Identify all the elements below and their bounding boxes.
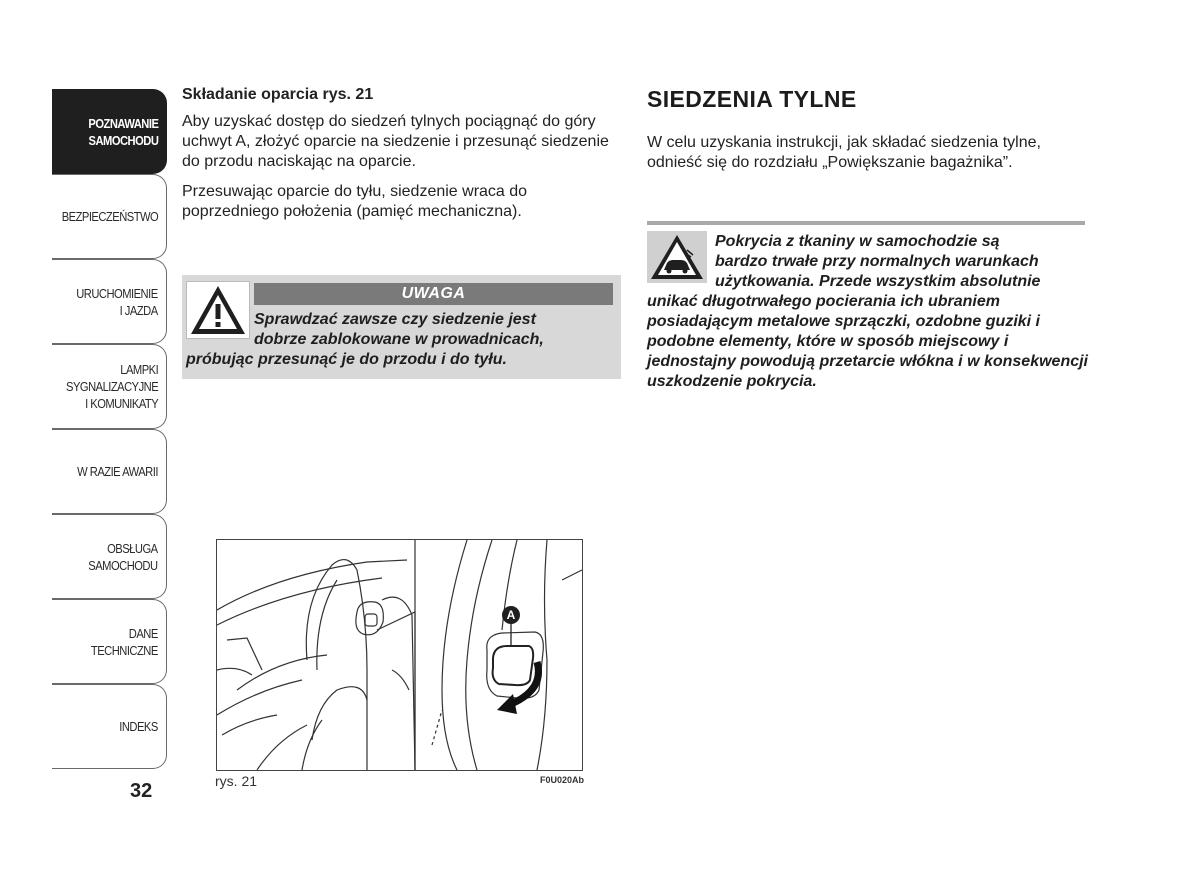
figure-caption: rys. 21 bbox=[215, 773, 258, 789]
tab-label: URUCHOMIENIE I JAZDA bbox=[76, 285, 158, 318]
callout-label: A bbox=[506, 608, 516, 622]
tab-label: BEZPIECZEŃSTWO bbox=[61, 209, 158, 224]
fabric-care-note bbox=[647, 232, 1092, 392]
warning-line: dobrze zablokowane w prowadnicach, bbox=[254, 331, 544, 348]
paragraph: Aby uzyskać dostęp do siedzeń tylnych pociągnąć do góry uchwyt A, złożyć oparcie na siedzenie i przesunąć siedzenie do przodu naciskając na oparcie. bbox=[182, 113, 609, 170]
warning-box bbox=[182, 275, 621, 379]
tab-label: LAMPKI SYGNALIZACYJNE I KOMUNIKATY bbox=[65, 362, 158, 411]
tab-obsluga-samochodu[interactable] bbox=[52, 514, 167, 599]
tab-w-razie-awarii[interactable] bbox=[52, 429, 167, 514]
paragraph: Przesuwając oparcie do tyłu, siedzenie wraca do poprzedniego położenia (pamięć mechaniczna). bbox=[182, 183, 528, 220]
note-line: Pokrycia z tkaniny w samochodzie są bbox=[715, 233, 1000, 250]
note-line: unikać długotrwałego pocierania ich ubraniem posiadającym metalowe sprzączki, ozdobne guziki i podobne elementy, które w sposób miejscowy i jednostajny powodują przetarcie włókna i w konsekwencji uszkodzenie pokrycia. bbox=[647, 293, 1088, 390]
page-number: 32 bbox=[130, 780, 153, 802]
note-line: bardzo trwałe przy normalnych warunkach bbox=[715, 253, 1039, 270]
callout-a-marker bbox=[502, 606, 520, 624]
tab-label: W RAZIE AWARII bbox=[77, 464, 158, 479]
tab-label: POZNAWANIE SAMOCHODU bbox=[87, 115, 158, 148]
tab-poznawanie-samochodu[interactable] bbox=[52, 89, 167, 174]
right-column bbox=[647, 86, 1087, 173]
left-column bbox=[182, 86, 612, 232]
tab-indeks[interactable] bbox=[52, 684, 167, 769]
warning-title: UWAGA bbox=[254, 283, 613, 305]
paragraph: W celu uzyskania instrukcji, jak składać siedzenia tylne, odnieść się do rozdziału „Powiększanie bagażnika”. bbox=[647, 134, 1041, 171]
page-title: SIEDZENIA TYLNE bbox=[647, 86, 857, 112]
warning-text bbox=[186, 310, 606, 370]
figure-seat-illustration bbox=[216, 539, 583, 771]
tab-label: INDEKS bbox=[119, 719, 158, 734]
tab-uruchomienie-i-jazda[interactable] bbox=[52, 259, 167, 344]
tab-dane-techniczne[interactable] bbox=[52, 599, 167, 684]
section-heading: Składanie oparcia rys. 21 bbox=[182, 86, 374, 103]
figure-code: F0U020Ab bbox=[540, 775, 585, 785]
tab-label: OBSŁUGA SAMOCHODU bbox=[88, 540, 158, 573]
tab-bezpieczenstwo[interactable] bbox=[52, 174, 167, 259]
note-line: użytkowania. Przede wszystkim absolutnie bbox=[715, 273, 1041, 290]
warning-line: Sprawdzać zawsze czy siedzenie jest bbox=[254, 311, 536, 328]
divider bbox=[647, 221, 1085, 225]
tab-label: DANE TECHNICZNE bbox=[91, 625, 158, 658]
warning-line: próbując przesunąć je do przodu i do tyłu. bbox=[186, 351, 507, 368]
chapter-tabs bbox=[52, 89, 168, 769]
tab-lampki-sygnalizacyjne[interactable] bbox=[52, 344, 167, 429]
